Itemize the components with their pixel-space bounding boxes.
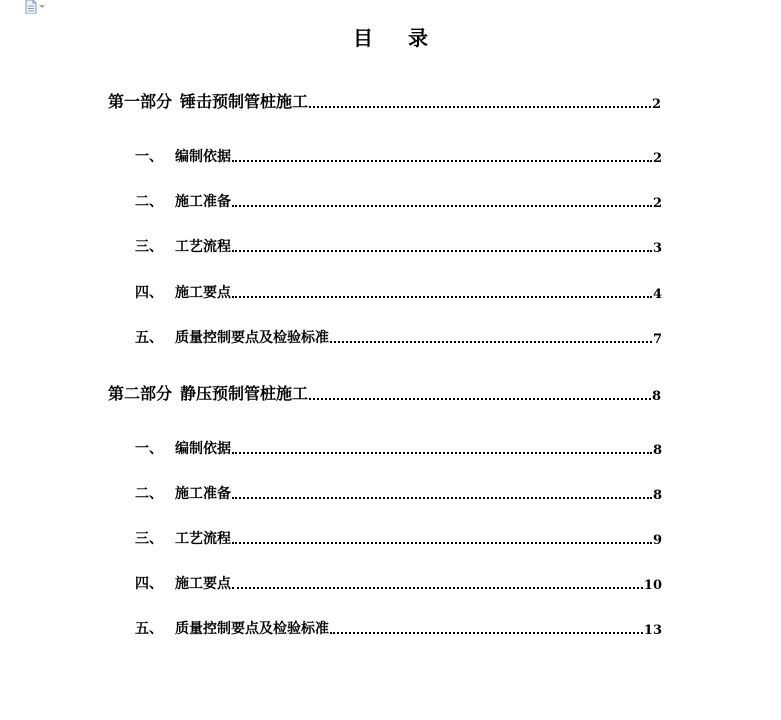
toc-entry-2-5[interactable] [135, 618, 662, 638]
entry-label: 编制依据 [175, 149, 231, 165]
dot-leader [309, 398, 651, 400]
dot-leader [309, 106, 651, 108]
entry-number: 二、 [135, 194, 163, 210]
entry-number: 三、 [135, 531, 163, 547]
dot-leader [232, 250, 652, 252]
toc-entry-2-2[interactable] [135, 483, 662, 503]
entry-number: 五、 [135, 330, 163, 346]
entry-label: 质量控制要点及检验标准 [175, 621, 329, 637]
entry-label: 施工准备 [175, 194, 231, 210]
entry-page-number: 10 [643, 578, 662, 593]
dot-leader [330, 632, 643, 634]
entry-number: 五、 [135, 621, 163, 637]
entry-label: 工艺流程 [175, 531, 231, 547]
dot-leader [232, 452, 652, 454]
dot-leader [232, 497, 652, 499]
dot-leader [232, 296, 652, 298]
toc-entry-1-5[interactable] [135, 327, 662, 347]
document-options[interactable] [24, 0, 50, 14]
entry-page-number: 4 [652, 287, 662, 302]
toc-entry-2-4[interactable] [135, 573, 662, 593]
dot-leader [330, 341, 652, 343]
entry-page-number: 8 [652, 443, 662, 458]
entry-number: 一、 [135, 441, 163, 457]
entry-page-number: 2 [651, 97, 661, 112]
entry-page-number: 9 [652, 533, 662, 548]
entry-page-number: 7 [652, 332, 662, 347]
entry-number: 四、 [135, 576, 163, 592]
entry-number: 一、 [135, 149, 163, 165]
entry-label: 施工要点 [175, 285, 231, 301]
entry-page-number: 3 [652, 241, 662, 256]
chevron-down-icon [38, 0, 46, 14]
entry-page-number: 2 [652, 196, 662, 211]
toc-entry-1-3[interactable] [135, 236, 662, 256]
entry-label: 质量控制要点及检验标准 [175, 330, 329, 346]
entry-number: 第一部分 [108, 92, 173, 111]
page-title: 目 录 [353, 26, 442, 50]
entry-page-number: 8 [652, 488, 662, 503]
toc-entry-1-2[interactable] [135, 191, 662, 211]
dot-leader [232, 205, 652, 207]
entry-page-number: 8 [651, 389, 661, 404]
dot-leader [232, 160, 652, 162]
entry-page-number: 2 [652, 151, 662, 166]
toc-entry-part-2[interactable] [108, 382, 661, 404]
toc-entry-1-4[interactable] [135, 282, 662, 302]
toc-entry-2-1[interactable] [135, 438, 662, 458]
dot-leader [232, 542, 652, 544]
entry-label: 静压预制管桩施工 [180, 384, 309, 403]
toc-entry-1-1[interactable] [135, 146, 662, 166]
dot-leader [232, 587, 643, 589]
toc-entry-2-3[interactable] [135, 528, 662, 548]
toc-entry-part-1[interactable] [108, 90, 661, 112]
entry-label: 工艺流程 [175, 239, 231, 255]
entry-number: 三、 [135, 239, 163, 255]
entry-label: 施工要点 [175, 576, 231, 592]
entry-label: 锤击预制管桩施工 [180, 92, 309, 111]
document-icon [24, 0, 38, 14]
entry-label: 编制依据 [175, 441, 231, 457]
entry-label: 施工准备 [175, 486, 231, 502]
entry-page-number: 13 [643, 623, 662, 638]
entry-number: 第二部分 [108, 384, 173, 403]
entry-number: 四、 [135, 285, 163, 301]
entry-number: 二、 [135, 486, 163, 502]
